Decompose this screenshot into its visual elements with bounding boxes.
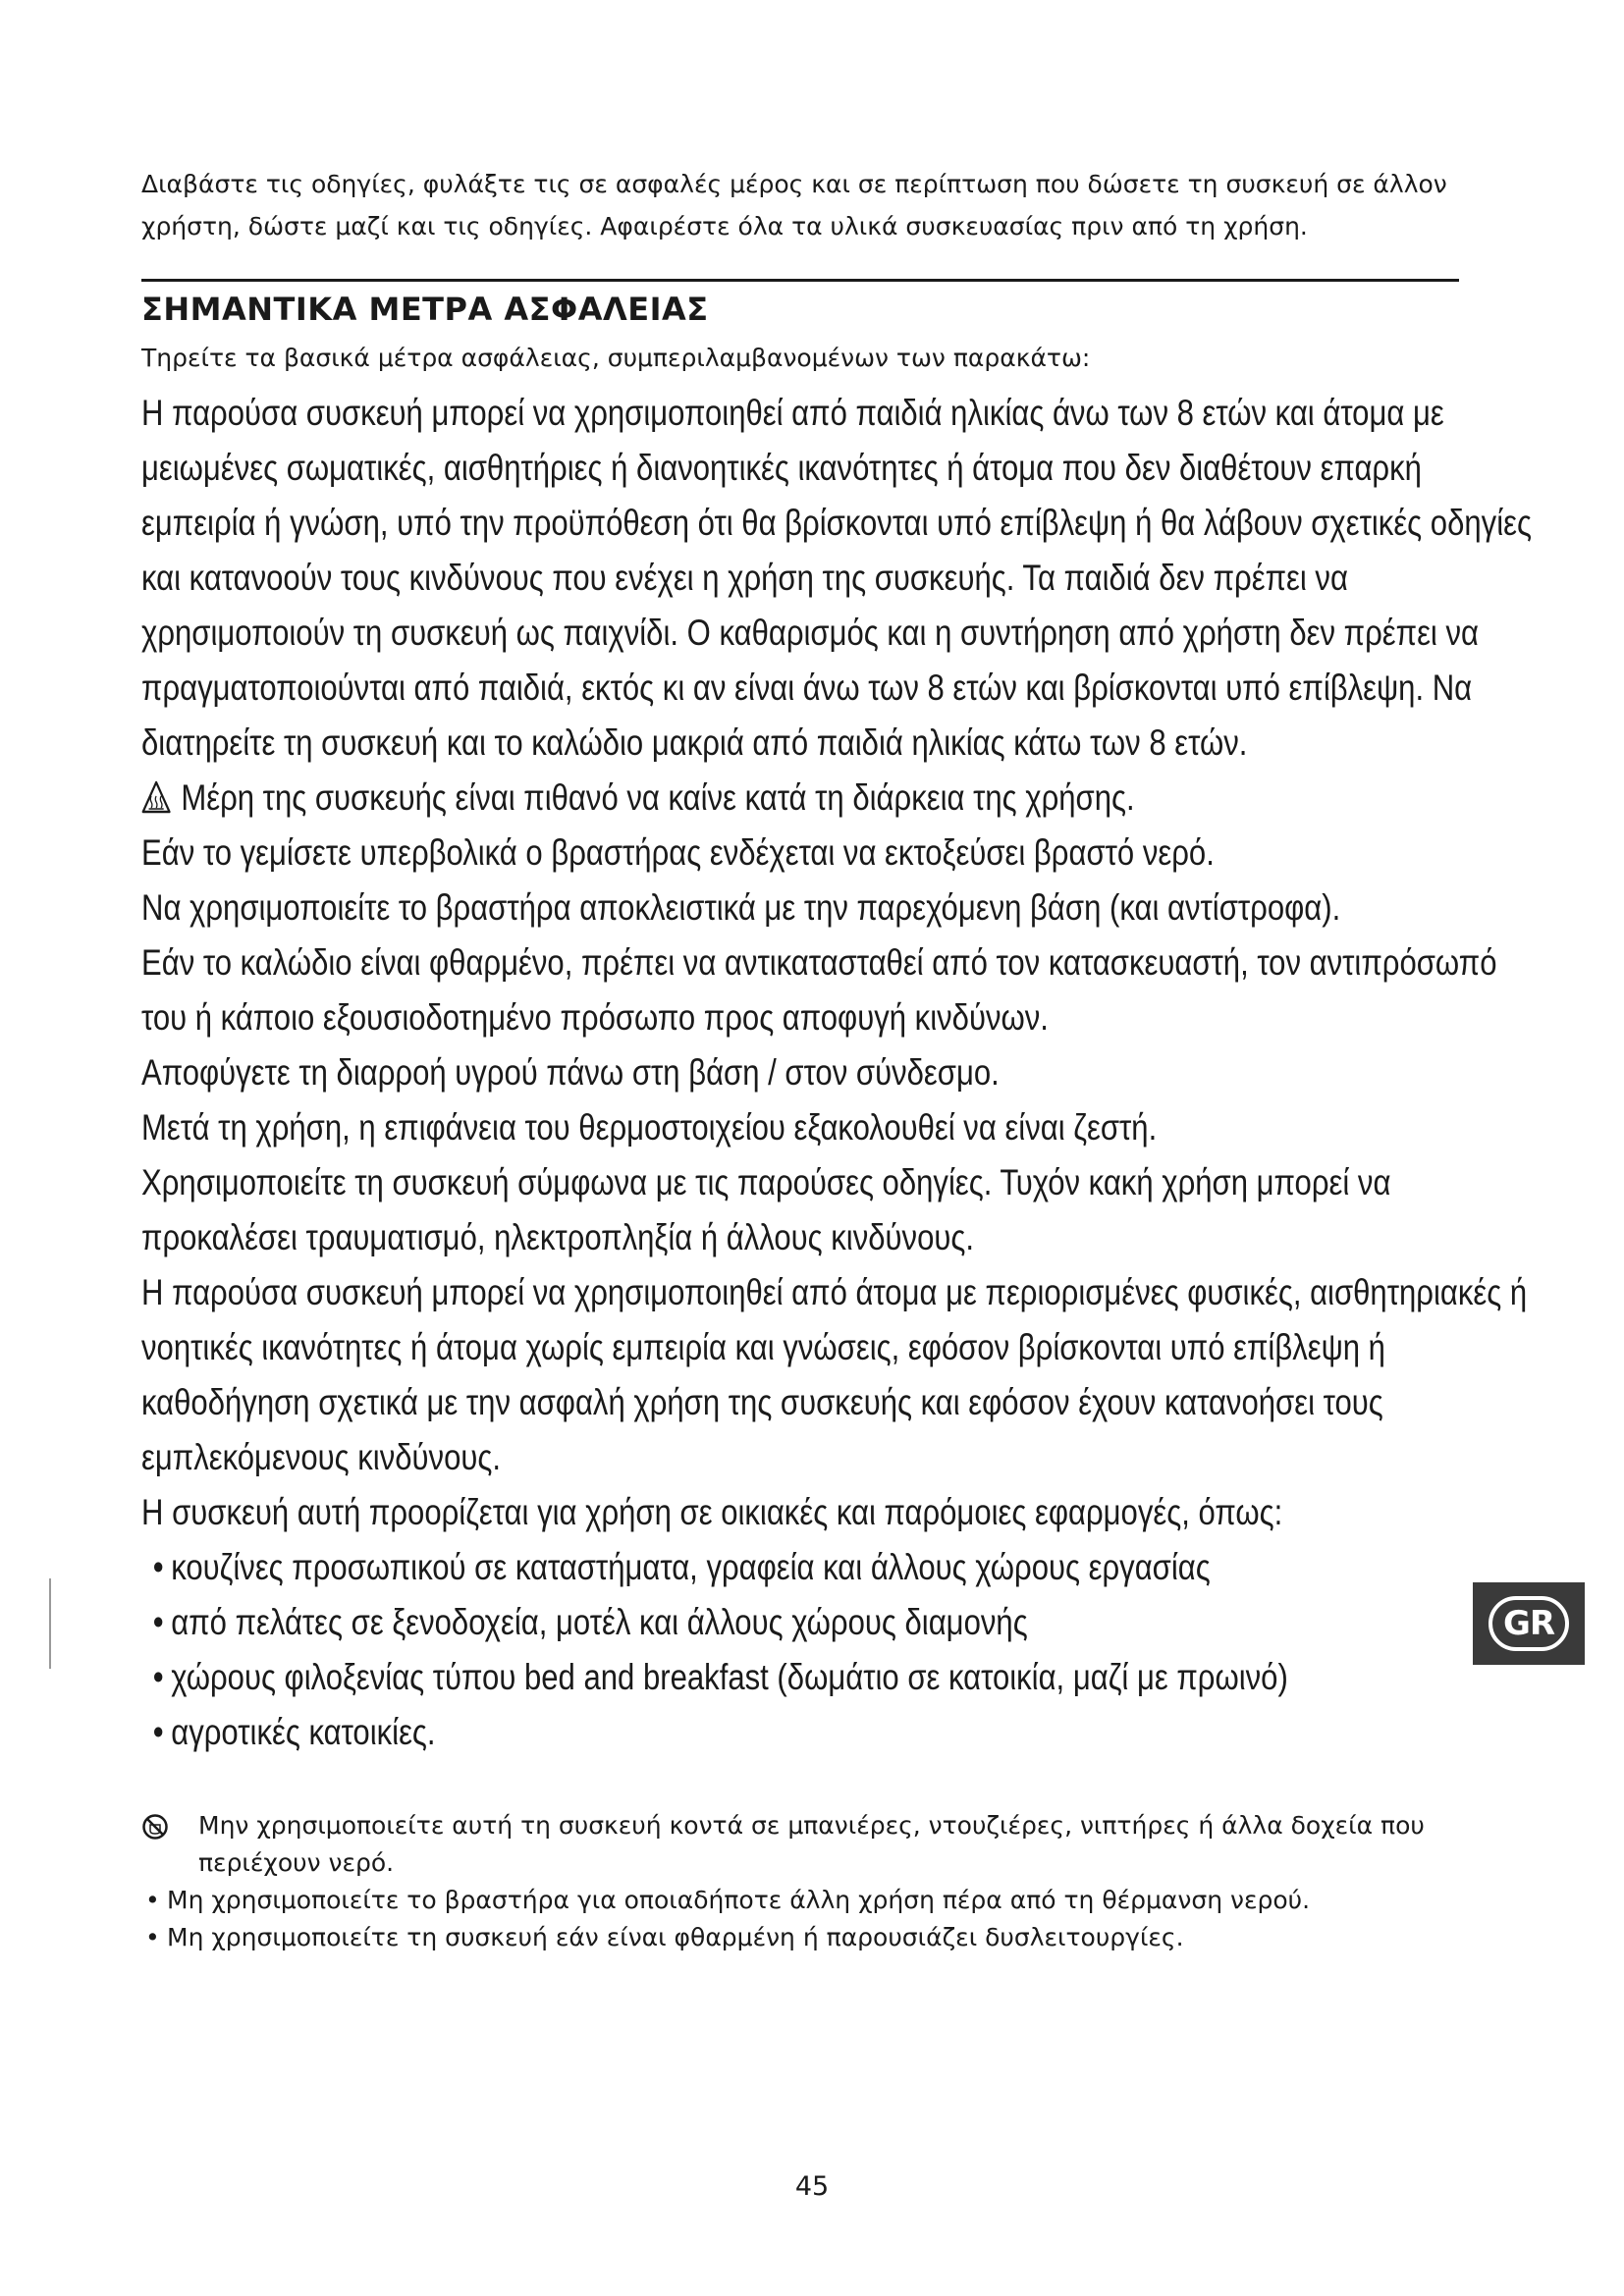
- section-subtitle: Τηρείτε τα βασικά μέτρα ασφάλειας, συμπεριλαμβανομένων των παρακάτω:: [141, 344, 1091, 372]
- instruction-line: εμπειρία ή γνώση, υπό την προϋπόθεση ότι θα βρίσκονται υπό επίβλεψη ή θα λάβουν σχετικές οδηγίες: [141, 503, 1532, 543]
- usage-text: από πελάτες σε ξενοδοχεία, μοτέλ και άλλους χώρους διαμονής: [171, 1602, 1028, 1642]
- margin-line: [49, 1578, 51, 1669]
- instruction-line: πραγματοποιούνται από παιδιά, εκτός κι αν είναι άνω των 8 ετών και βρίσκονται υπό επίβλεψη. Να: [141, 667, 1473, 708]
- usage-list-item: [141, 1595, 1263, 1650]
- usage-list-item: [141, 1650, 1288, 1705]
- instruction-line: Η παρούσα συσκευή μπορεί να χρησιμοποιηθεί από παιδιά ηλικίας άνω των 8 ετών και άτομα με: [141, 393, 1444, 433]
- bullet: •: [152, 1657, 164, 1697]
- instruction-line: Η παρούσα συσκευή μπορεί να χρησιμοποιηθεί από άτομα με περιορισμένες φυσικές, αισθητηριακές ή: [141, 1272, 1528, 1312]
- instruction-line: Μετά τη χρήση, η επιφάνεια του θερμοστοιχείου εξακολουθεί να είναι ζεστή.: [141, 1107, 1158, 1148]
- intro-paragraph: [141, 163, 1477, 247]
- bullet: •: [152, 1712, 164, 1752]
- language-badge: [1473, 1582, 1585, 1665]
- bullet: •: [145, 1923, 160, 1951]
- section-title: ΣΗΜΑΝΤΙΚΑ ΜΕΤΡΑ ΑΣΦΑΛΕΙΑΣ: [141, 291, 709, 328]
- hot-surface-warning-text: Μέρη της συσκευής είναι πιθανό να καίνε κατά τη διάρκεια της χρήσης.: [181, 777, 1135, 818]
- usage-text: κουζίνες προσωπικού σε καταστήματα, γραφεία και άλλους χώρους εργασίας: [171, 1547, 1211, 1587]
- bullet: •: [152, 1547, 164, 1587]
- hot-surface-warning-icon: [141, 780, 171, 814]
- warning-list-item: [141, 1919, 1477, 1956]
- instruction-line: Να χρησιμοποιείτε το βραστήρα αποκλειστικά με την παρεχόμενη βάση (και αντίστροφα).: [141, 887, 1341, 928]
- bullet: •: [145, 1886, 160, 1914]
- warning-text: Μη χρησιμοποιείτε το βραστήρα για οποιαδήποτε άλλη χρήση πέρα από τη θέρμανση νερού.: [167, 1886, 1311, 1914]
- instruction-line: Χρησιμοποιείτε τη συσκευή σύμφωνα με τις παρούσες οδηγίες. Τυχόν κακή χρήση μπορεί να: [141, 1162, 1391, 1202]
- usage-list-item: [141, 1705, 1263, 1760]
- instruction-line: εμπλεκόμενους κινδύνους.: [141, 1437, 501, 1477]
- page-number: 45: [794, 2171, 830, 2202]
- hot-surface-warning: [141, 771, 1263, 826]
- intro-line: χρήστη, δώστε μαζί και τις οδηγίες. Αφαιρέστε όλα τα υλικά συσκευασίας πριν από τη χρήση.: [141, 212, 1308, 240]
- instruction-line: μειωμένες σωματικές, αισθητήριες ή διανοητικές ικανότητες ή άτομα που δεν διαθέτουν επαρκή: [141, 448, 1422, 488]
- section-divider: [141, 279, 1459, 282]
- language-code: GR: [1502, 1604, 1555, 1643]
- usage-text: χώρους φιλοξενίας τύπου bed and breakfast (δωμάτιο σε κατοικία, μαζί με πρωινό): [171, 1657, 1288, 1697]
- intro-line: Διαβάστε τις οδηγίες, φυλάξτε τις σε ασφαλές μέρος και σε περίπτωση που δώσετε τη συσκευή σε άλλον: [141, 170, 1447, 198]
- usage-text: αγροτικές κατοικίες.: [171, 1712, 436, 1752]
- bullet: •: [152, 1602, 164, 1642]
- instruction-line: νοητικές ικανότητες ή άτομα χωρίς εμπειρία και γνώσεις, εφόσον βρίσκονται υπό επίβλεψη ή: [141, 1327, 1385, 1367]
- instruction-line: διατηρείτε τη συσκευή και το καλώδιο μακριά από παιδιά ηλικίας κάτω των 8 ετών.: [141, 722, 1248, 763]
- water-warning-text: περιέχουν νερό.: [198, 1848, 395, 1877]
- instruction-line: προκαλέσει τραυματισμό, ηλεκτροπληξία ή άλλους κινδύνους.: [141, 1217, 974, 1257]
- no-water-prohibition-icon: [141, 1813, 169, 1841]
- water-warning-text: Μην χρησιμοποιείτε αυτή τη συσκευή κοντά σε μπανιέρες, ντουζιέρες, νιπτήρες ή άλλα δοχεία που: [198, 1811, 1425, 1840]
- instruction-line: Εάν το καλώδιο είναι φθαρμένο, πρέπει να αντικατασταθεί από τον κατασκευαστή, τον αντιπρόσωπό: [141, 942, 1497, 983]
- water-warning: [141, 1807, 1477, 1844]
- instruction-line: του ή κάποιο εξουσιοδοτημένο πρόσωπο προς αποφυγή κινδύνων.: [141, 997, 1049, 1038]
- warning-text: Μη χρησιμοποιείτε τη συσκευή εάν είναι φθαρμένη ή παρουσιάζει δυσλειτουργίες.: [167, 1923, 1184, 1951]
- usage-list-item: [141, 1540, 1263, 1595]
- instruction-line: Εάν το γεμίσετε υπερβολικά ο βραστήρας ενδέχεται να εκτοξεύσει βραστό νερό.: [141, 832, 1215, 873]
- warning-list-item: [141, 1882, 1477, 1919]
- instruction-line: χρησιμοποιούν τη συσκευή ως παιχνίδι. Ο καθαρισμός και η συντήρηση από χρήστη δεν πρέπει να: [141, 613, 1479, 653]
- instruction-line: Αποφύγετε τη διαρροή υγρού πάνω στη βάση / στον σύνδεσμο.: [141, 1052, 1000, 1093]
- additional-warnings: [141, 1807, 1477, 1956]
- instruction-line: Η συσκευή αυτή προορίζεται για χρήση σε οικιακές και παρόμοιες εφαρμογές, όπως:: [141, 1492, 1283, 1532]
- instruction-line: καθοδήγηση σχετικά με την ασφαλή χρήση της συσκευής και εφόσον έχουν κατανοήσει τους: [141, 1382, 1383, 1422]
- instruction-line: και κατανοούν τους κινδύνους που ενέχει η χρήση της συσκευής. Τα παιδιά δεν πρέπει να: [141, 558, 1348, 598]
